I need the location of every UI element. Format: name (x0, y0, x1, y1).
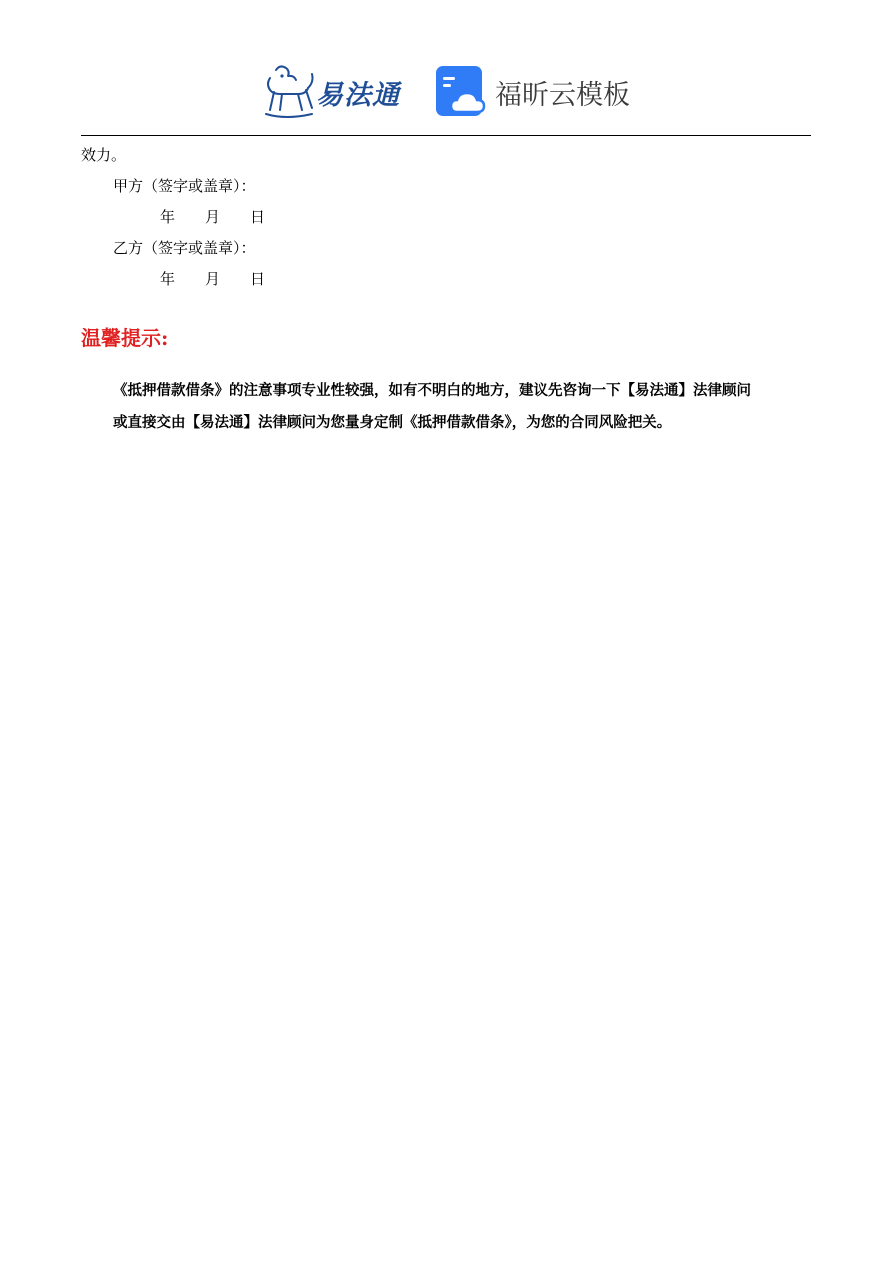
warm-tip-line-1: 《抵押借款借条》的注意事项专业性较强，如有不明白的地方，建议先咨询一下【易法通】法律顾问 (113, 382, 751, 399)
qilin-icon (262, 62, 318, 120)
yifatong-logo (262, 62, 414, 120)
cloud-document-icon (435, 65, 487, 117)
party-a-date: 年 月 日 (160, 208, 266, 226)
party-a-signature-label: 甲方（签字或盖章）： (113, 177, 256, 195)
header-divider (81, 135, 811, 136)
foxit-cloud-template-logo (435, 65, 635, 117)
warm-tip-heading: 温馨提示: (81, 326, 169, 350)
party-b-date: 年 月 日 (160, 270, 266, 288)
yifatong-wordmark: 易法通 (316, 80, 400, 111)
warm-tip-line-2: 或直接交由【易法通】法律顾问为您量身定制《抵押借款借条》，为您的合同风险把关。 (113, 414, 672, 431)
continuation-text: 效力。 (81, 146, 127, 164)
party-b-signature-label: 乙方（签字或盖章）： (113, 239, 256, 257)
page-header (0, 60, 893, 122)
foxit-cloud-wordmark: 福昕云模板 (495, 80, 630, 111)
